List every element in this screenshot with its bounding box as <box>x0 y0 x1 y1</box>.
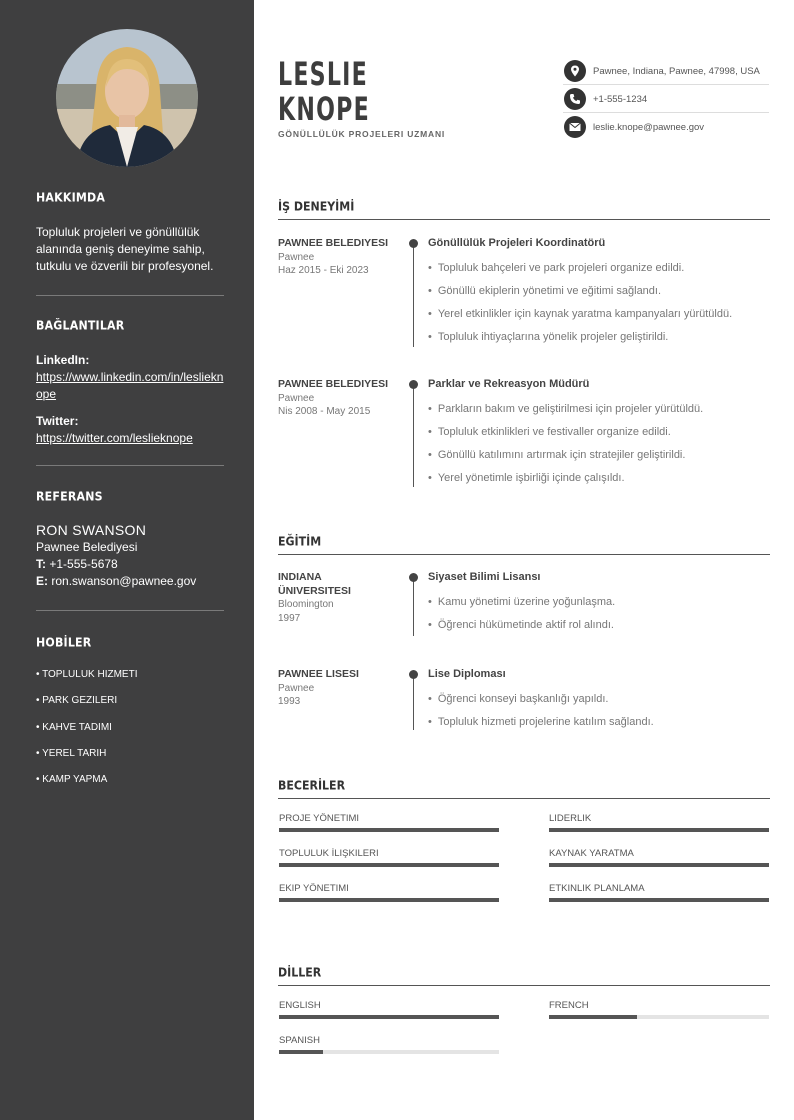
language-bar-fill <box>279 1050 323 1054</box>
reference-phone-label: T: <box>36 557 46 571</box>
education-org-name: INDIANA <box>278 571 322 583</box>
timeline-dot <box>409 380 418 389</box>
skill-label: TOPLULUK İLIŞKILERI <box>279 848 379 859</box>
hobby-item: • TOPLULUK HIZMETI <box>36 669 138 680</box>
education-degree: Siyaset Bilimi Lisansı <box>428 571 541 583</box>
hobby-item: • YEREL TARIH <box>36 748 107 759</box>
education-location: Bloomington <box>278 599 334 610</box>
experience-bullet: • Gönüllü katılımını artırmak için stratejiler geliştirildi. <box>428 449 685 461</box>
timeline-line <box>413 673 414 730</box>
reference-block <box>36 522 226 590</box>
education-heading: EĞİTİM <box>278 534 322 549</box>
language-bar-fill <box>279 1015 499 1019</box>
job-title: GÖNÜLLÜLÜK PROJELERI UZMANI <box>278 129 446 139</box>
location-icon <box>564 60 586 82</box>
education-org <box>278 668 408 709</box>
language-label: FRENCH <box>549 1000 589 1011</box>
linkedin-block <box>36 352 226 403</box>
language-bar <box>549 1015 769 1019</box>
linkedin-label: LinkedIn: <box>36 353 90 367</box>
experience-bullet: • Topluluk etkinlikleri ve festivaller organize edildi. <box>428 426 671 438</box>
first-name: LESLIE <box>278 56 369 94</box>
portrait-illustration <box>56 29 198 167</box>
experience-location: Pawnee <box>278 392 315 404</box>
education-year: 1997 <box>278 612 301 624</box>
sidebar <box>0 0 254 1120</box>
about-heading: HAKKIMDA <box>36 190 106 205</box>
language-label: SPANISH <box>279 1035 321 1046</box>
reference-heading: REFERANS <box>36 489 103 504</box>
skill-bar-fill <box>549 828 769 832</box>
skill-bar <box>549 898 769 902</box>
skill-label: EKIP YÖNETIMI <box>279 883 349 894</box>
contact-address <box>563 60 769 85</box>
timeline-line <box>413 242 414 347</box>
experience-bullet: • Yerel yönetimle işbirliği içinde çalışıldı. <box>428 472 625 484</box>
education-bullet: • Kamu yönetimi üzerine yoğunlaşma. <box>428 596 615 608</box>
education-org <box>278 571 408 625</box>
twitter-link[interactable]: https://twitter.com/leslieknope <box>36 431 193 445</box>
languages-heading: DİLLER <box>278 965 322 980</box>
language-bar <box>279 1015 499 1019</box>
email-icon <box>564 116 586 138</box>
skill-bar <box>549 828 769 832</box>
experience-org <box>278 378 408 419</box>
section-rule <box>278 554 770 555</box>
skill-bar-fill <box>279 828 499 832</box>
skill-label: ETKINLIK PLANLAMA <box>549 883 645 894</box>
experience-dates: Nis 2008 - May 2015 <box>278 406 371 417</box>
experience-bullet: • Yerel etkinlikler için kaynak yaratma kampanyaları yürütüldü. <box>428 308 732 320</box>
education-bullet: • Öğrenci hükümetinde aktif rol alındı. <box>428 619 614 631</box>
experience-bullet: • Gönüllü ekiplerin yönetimi ve eğitimi sağlandı. <box>428 285 661 297</box>
hobby-item: • KAMP YAPMA <box>36 774 108 785</box>
hobby-item: • KAHVE TADIMI <box>36 722 112 733</box>
contact-address-text: Pawnee, Indiana, Pawnee, 47998, USA <box>593 66 760 77</box>
phone-icon <box>564 88 586 110</box>
education-org-name-line2: ÜNIVERSITESI <box>278 584 351 597</box>
experience-role: Parklar ve Rekreasyon Müdürü <box>428 378 590 390</box>
education-year: 1993 <box>278 696 301 707</box>
education-org-name: PAWNEE LISESI <box>278 668 359 680</box>
experience-heading: İŞ DENEYİMİ <box>278 199 355 214</box>
language-label: ENGLISH <box>279 1000 321 1011</box>
hobby-item: • PARK GEZILERI <box>36 695 118 706</box>
skill-label: PROJE YÖNETIMI <box>279 813 360 824</box>
skill-bar-fill <box>279 898 499 902</box>
experience-org-name: PAWNEE BELEDIYESI <box>278 237 389 249</box>
about-text: Topluluk projeleri ve gönüllülük alanında geniş deneyime sahip, tutkulu ve özverili bir profesyonel. <box>36 225 214 273</box>
experience-bullet: • Topluluk bahçeleri ve park projeleri organize edildi. <box>428 262 684 274</box>
reference-org: Pawnee Belediyesi <box>36 540 138 554</box>
experience-dates: Haz 2015 - Eki 2023 <box>278 265 369 276</box>
hobbies-heading: HOBİLER <box>36 635 92 650</box>
sidebar-divider <box>36 295 224 296</box>
experience-role: Gönüllülük Projeleri Koordinatörü <box>428 237 606 249</box>
experience-bullet: • Topluluk ihtiyaçlarına yönelik projeler geliştirildi. <box>428 331 668 343</box>
skill-bar-fill <box>549 898 769 902</box>
timeline-line <box>413 383 414 487</box>
education-bullet: • Topluluk hizmeti projelerine katılım sağlandı. <box>428 716 654 728</box>
profile-photo <box>56 29 198 167</box>
skill-label: LIDERLIK <box>549 813 592 824</box>
twitter-block <box>36 413 226 447</box>
timeline-dot <box>409 239 418 248</box>
education-bullet: • Öğrenci konseyi başkanlığı yapıldı. <box>428 693 608 705</box>
skill-bar-fill <box>549 863 769 867</box>
section-rule <box>278 219 770 220</box>
linkedin-link[interactable]: https://www.linkedin.com/in/leslieknope <box>36 370 224 401</box>
contact-phone <box>563 88 769 113</box>
skill-label: KAYNAK YARATMA <box>549 848 634 859</box>
reference-email: ron.swanson@pawnee.gov <box>51 574 197 588</box>
twitter-label: Twitter: <box>36 414 79 428</box>
experience-location: Pawnee <box>278 251 315 263</box>
language-bar <box>279 1050 499 1054</box>
timeline-line <box>413 576 414 636</box>
education-degree: Lise Diploması <box>428 668 506 680</box>
skills-heading: BECERİLER <box>278 778 346 793</box>
sidebar-divider <box>36 465 224 466</box>
language-bar-fill <box>549 1015 637 1019</box>
timeline-dot <box>409 573 418 582</box>
reference-name: RON SWANSON <box>36 522 147 538</box>
skill-bar-fill <box>279 863 499 867</box>
experience-org <box>278 237 408 278</box>
contact-phone-text: +1-555-1234 <box>593 94 648 105</box>
contact-email <box>563 116 769 140</box>
skill-bar <box>549 863 769 867</box>
reference-email-label: E: <box>36 574 48 588</box>
last-name: KNOPE <box>278 91 370 129</box>
skill-bar <box>279 898 499 902</box>
reference-phone: +1-555-5678 <box>49 557 118 571</box>
section-rule <box>278 985 770 986</box>
sidebar-divider <box>36 610 224 611</box>
links-heading: BAĞLANTILAR <box>36 318 125 333</box>
experience-bullet: • Parkların bakım ve geliştirilmesi için projeler yürütüldü. <box>428 403 703 415</box>
skill-bar <box>279 828 499 832</box>
section-rule <box>278 798 770 799</box>
skill-bar <box>279 863 499 867</box>
experience-org-name: PAWNEE BELEDIYESI <box>278 378 389 390</box>
timeline-dot <box>409 670 418 679</box>
education-location: Pawnee <box>278 682 315 694</box>
contact-email-text: leslie.knope@pawnee.gov <box>593 122 705 133</box>
